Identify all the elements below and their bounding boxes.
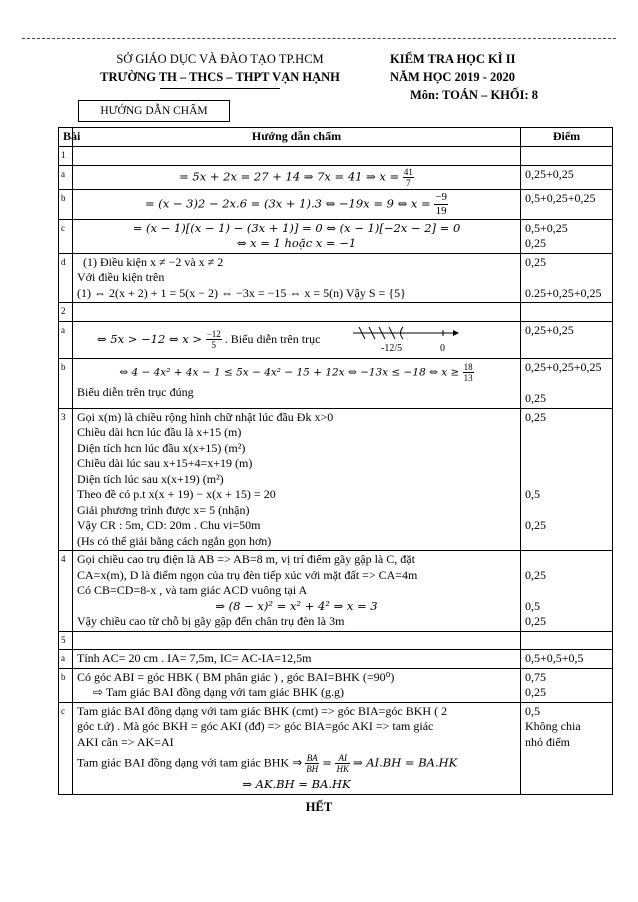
score-cell — [521, 668, 613, 702]
text-line: . Biểu diễn trên trục — [224, 331, 321, 346]
equation: = (x − 3)2 − 2x.6 = (3x + 1).3 ⇔ −19x = 9 ⇔ x = — [144, 195, 435, 210]
fraction — [335, 753, 350, 774]
fraction-numerator: −9 — [435, 190, 448, 203]
score-cell — [521, 219, 613, 253]
col-header-score: Điểm — [521, 128, 613, 147]
score-value: 0,25 — [525, 567, 546, 582]
number-line-left-label: -12/5 — [381, 342, 403, 353]
school-underline — [160, 88, 280, 89]
table-row — [59, 165, 613, 189]
text-line: Có góc ABI = góc HBK ( BM phân giác ) , góc BAI=BHK (=90⁰) — [77, 669, 395, 684]
col-header-guide: Hướng dẫn chấm — [73, 128, 521, 147]
text-line: Chiều dài lúc sau x+15+4=x+19 (m) — [77, 456, 253, 470]
text-line: Biểu diễn trên trục đúng — [77, 385, 194, 399]
fraction-numerator: BA — [306, 753, 318, 763]
equation: ⇔ 5x > −12 ⇔ x > — [97, 331, 206, 346]
table-row — [59, 359, 613, 409]
part-label: c — [59, 702, 73, 794]
header-left — [70, 50, 370, 89]
question-number: 2 — [59, 303, 73, 322]
text-line: Diện tích lúc sau x(x+19) (m²) — [77, 471, 224, 486]
solution-cell — [73, 408, 521, 551]
table-row — [59, 253, 613, 303]
score-value: 0,25+0,25+0,25 — [525, 360, 602, 374]
text-line: Có CB=CD=8-x , và tam giác ACD vuông tại A — [77, 583, 308, 597]
text-line: Vậy chiều cao từ chỗ bị gãy gập đến chân trụ đèn là 3m — [77, 614, 345, 628]
score-cell: 0,25+0,25 — [521, 321, 613, 359]
solution-cell — [73, 165, 521, 189]
text-line: (1) Điều kiện x ≠ −2 và x ≠ 2 — [83, 254, 224, 269]
table-row — [59, 189, 613, 219]
table-row — [59, 668, 613, 702]
top-dashed-line — [22, 38, 616, 39]
end-marker: HẾT — [305, 800, 333, 814]
score-value: 0,5 — [525, 487, 540, 501]
number-line-zero-label: 0 — [440, 342, 446, 353]
solution-cell — [73, 321, 521, 359]
part-label: d — [59, 253, 73, 303]
fraction-denominator: BH — [306, 764, 319, 774]
score-cell — [521, 408, 613, 551]
equation: ⇒ AK.BH = BA.HK — [242, 777, 351, 791]
score-value: 0,25 — [525, 518, 546, 532]
solution-cell — [73, 359, 521, 409]
fraction — [305, 753, 319, 774]
score-value: 0,25 — [525, 254, 546, 269]
table-row — [59, 303, 613, 322]
fraction-denominator: 5 — [211, 340, 216, 351]
empty-cell — [73, 631, 521, 650]
solution-cell: Tính AC= 20 cm . IA= 7,5m, IC= AC-IA=12,5m — [73, 650, 521, 669]
score-value: 0,5+0,25 — [525, 220, 568, 235]
score-cell — [521, 551, 613, 632]
solution-cell — [73, 189, 521, 219]
subject-grade: Môn: TOÁN – KHỐI: 8 — [410, 88, 539, 102]
table-row — [59, 321, 613, 359]
score-cell: 0,25+0,25 — [521, 165, 613, 189]
text-line: (1) ⇔ 2(x + 2) + 1 = 5(x − 2) ⇔ −3x = −15 ⇔ x = 5(n) Vậy S = {5} — [77, 285, 406, 300]
header-right — [390, 50, 580, 104]
score-value: 0,25 — [525, 409, 546, 424]
text-segment: ⇒ AI.BH = BA.HK — [353, 755, 458, 770]
text-line: góc t.ứ) . Mà góc BKH = góc AKI (đđ) => góc BIA=góc AKI => tam giác — [77, 719, 434, 733]
solution-cell — [73, 702, 521, 794]
fraction-numerator: 41 — [403, 166, 413, 177]
score-value: 0,75 — [525, 669, 546, 684]
department-name: SỞ GIÁO DỤC VÀ ĐÀO TẠO TP.HCM — [116, 52, 324, 66]
equation: = (x − 1)[(x − 1) − (3x + 1)] = 0 ⇔ (x − 1)[−2x − 2] = 0 — [132, 220, 461, 235]
fraction — [434, 191, 448, 218]
table-row — [59, 702, 613, 794]
text-line: Diện tích hcn lúc đầu x(x+15) (m²) — [77, 440, 246, 455]
solution-cell — [73, 219, 521, 253]
empty-cell — [521, 303, 613, 322]
text-segment: = — [322, 755, 336, 770]
text-line — [77, 750, 516, 777]
fraction-denominator: 19 — [435, 204, 447, 217]
fraction — [403, 167, 414, 188]
col-header-question: Bài — [59, 128, 73, 147]
text-line: CA=x(m), D là điểm ngọn của trụ đèn tiếp xúc với mặt đất => CA=4m — [77, 567, 418, 582]
solution-cell — [73, 668, 521, 702]
number-line-graphic — [353, 323, 463, 353]
score-value: nhỏ điểm — [525, 734, 570, 749]
table-row — [59, 219, 613, 253]
equation: = 5x + 2x = 27 + 14 ⇒ 7x = 41 ⇒ x = — [179, 168, 403, 183]
text-line: ⇨ Tam giác BAI đồng dạng với tam giác BHK (g.g) — [93, 685, 344, 699]
score-value: 0,25 — [525, 685, 546, 699]
empty-cell — [73, 303, 521, 322]
school-name: TRƯỜNG TH – THCS – THPT VẠN HẠNH — [100, 70, 340, 84]
empty-cell — [521, 631, 613, 650]
solution-cell — [73, 253, 521, 303]
table-row — [59, 631, 613, 650]
exam-title: KIỂM TRA HỌC KÌ II — [390, 52, 516, 66]
question-number: 1 — [59, 147, 73, 166]
empty-cell — [73, 147, 521, 166]
question-number: 3 — [59, 408, 73, 551]
text-line: Vậy CR : 5m, CD: 20m . Chu vi=50m — [77, 518, 261, 532]
part-label: c — [59, 219, 73, 253]
fraction — [463, 362, 474, 383]
fraction-numerator: AI — [335, 753, 350, 764]
score-value: 0,5 — [525, 703, 540, 718]
text-line: Tam giác BAI đồng dạng với tam giác BHK (cmt) => góc BIA=góc BKH ( 2 — [77, 703, 448, 718]
score-cell — [521, 359, 613, 409]
part-label: b — [59, 189, 73, 219]
guide-title: HƯỚNG DẪN CHẤM — [78, 100, 230, 122]
table-row — [59, 650, 613, 669]
score-value: Không chia — [525, 719, 581, 733]
score-value: 0,5 — [525, 598, 540, 613]
number-line — [353, 323, 463, 358]
text-line: Theo đề có p.t x(x + 19) − x(x + 15) = 20 — [77, 487, 276, 501]
text-line: Chiều dài hcn lúc đầu là x+15 (m) — [77, 425, 242, 439]
empty-cell — [521, 147, 613, 166]
score-cell — [521, 253, 613, 303]
score-value: 0,25 — [525, 391, 546, 405]
equation: ⇔ 4 − 4x² + 4x − 1 ≤ 5x − 4x² − 15 + 12x ⇔ −13x ≤ −18 ⇔ x ≥ — [119, 366, 463, 379]
table-row — [59, 551, 613, 632]
part-label: a — [59, 321, 73, 359]
fraction-numerator: −12 — [206, 329, 221, 340]
school-year: NĂM HỌC 2019 - 2020 — [390, 70, 515, 84]
part-label: a — [59, 650, 73, 669]
text-line: Giải phương trình được x= 5 (nhận) — [77, 502, 250, 517]
question-number: 5 — [59, 631, 73, 650]
text-segment: Tam giác BAI đồng dạng với tam giác BHK ⇒ — [77, 755, 306, 770]
fraction — [206, 329, 222, 350]
solution-cell — [73, 551, 521, 632]
fraction-denominator: 7 — [406, 177, 411, 188]
grading-table — [58, 127, 613, 795]
score-value: 0,25 — [525, 236, 546, 250]
text-line: Gọi x(m) là chiều rộng hình chữ nhật lúc đầu Đk x>0 — [77, 409, 334, 424]
question-number: 4 — [59, 551, 73, 632]
score-cell: 0,5+0,5+0,5 — [521, 650, 613, 669]
table-header-row — [59, 128, 613, 147]
table-row — [59, 408, 613, 551]
score-cell — [521, 702, 613, 794]
part-label: a — [59, 165, 73, 189]
score-cell: 0,5+0,25+0,25 — [521, 189, 613, 219]
part-label: b — [59, 359, 73, 409]
fraction-numerator: 18 — [463, 362, 473, 372]
equation: ⇔ x = 1 hoặc x = −1 — [236, 236, 357, 250]
text-line: AKI cân => AK=AI — [77, 734, 174, 749]
fraction-denominator: 13 — [463, 373, 473, 383]
table-row — [59, 147, 613, 166]
score-value: 0,25 — [525, 614, 546, 628]
text-line: Với điều kiện trên — [77, 270, 165, 284]
fraction-denominator: HK — [336, 764, 349, 774]
text-line: (Hs có thể giải bằng cách ngắn gọn hơn) — [77, 533, 272, 548]
part-label: b — [59, 668, 73, 702]
text-line: Gọi chiều cao trụ điện là AB => AB=8 m, vị trí điểm gãy gập là C, đặt — [77, 552, 415, 566]
equation: ⇒ (8 − x)² = x² + 4² ⇒ x = 3 — [215, 598, 378, 613]
score-value: 0.25+0,25+0,25 — [525, 285, 602, 300]
